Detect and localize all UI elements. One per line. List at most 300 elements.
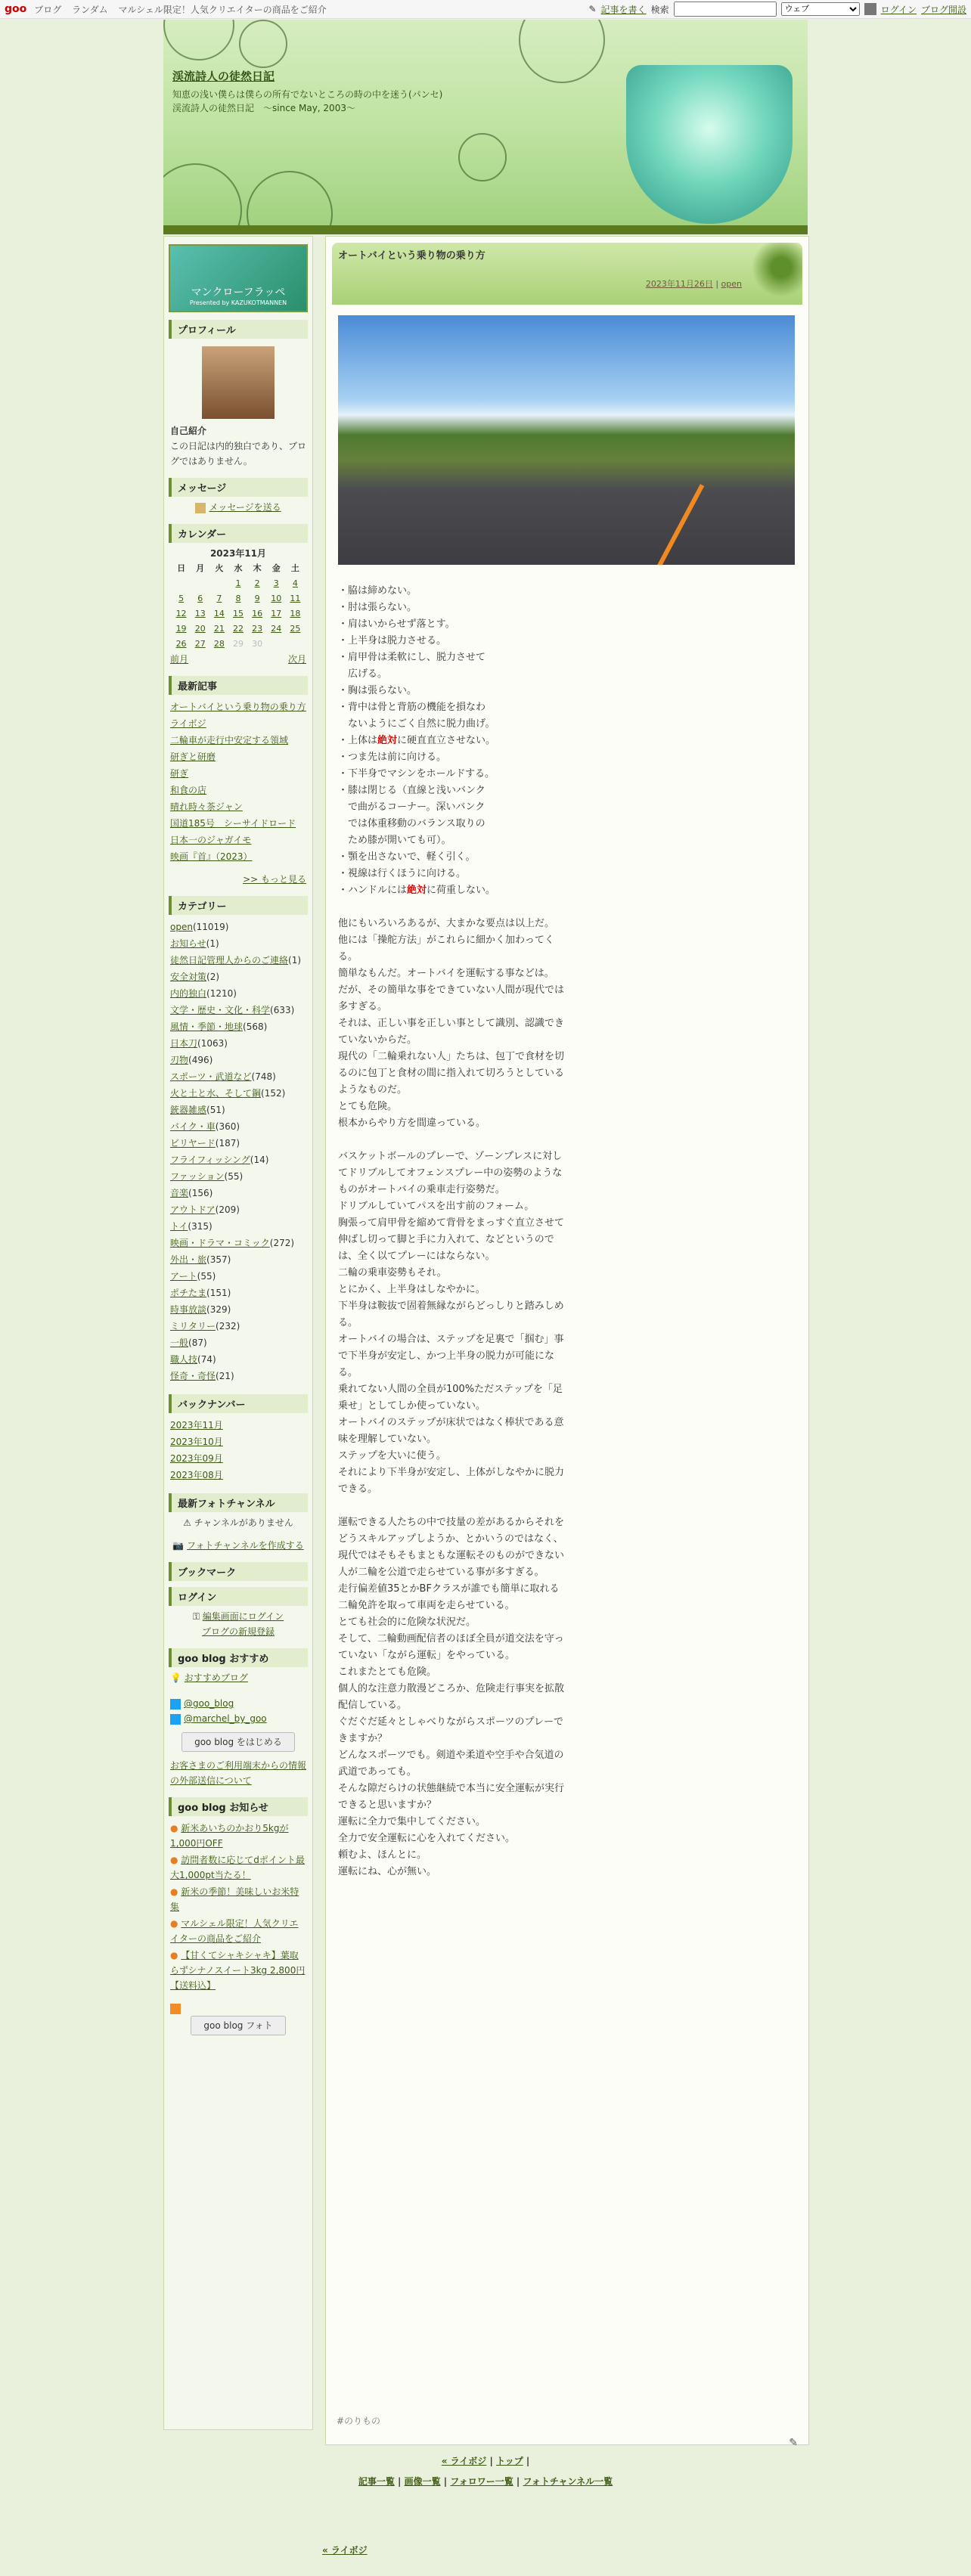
backnumber-link[interactable]: 2023年11月: [170, 1420, 223, 1431]
recent-item: [170, 766, 306, 781]
calendar-day[interactable]: [191, 637, 209, 652]
category-link[interactable]: 外出・旅: [170, 1254, 207, 1265]
recent-item: [170, 749, 306, 764]
category-link[interactable]: 時事放談: [170, 1304, 207, 1315]
news-bullet-icon: ●: [170, 1918, 181, 1929]
category-link[interactable]: 音楽: [170, 1188, 189, 1198]
category-link[interactable]: お知らせ: [170, 938, 206, 949]
calendar-day-link[interactable]: 5: [178, 594, 185, 603]
calendar-month: 2023年11月: [209, 548, 267, 559]
entry-category-link[interactable]: open: [721, 279, 742, 289]
category-count: (272): [269, 1238, 295, 1248]
calendar-week: [172, 576, 305, 591]
calendar-day-link[interactable]: 9: [254, 594, 260, 603]
calendar-weekday: 月: [196, 563, 205, 573]
recent-item-link[interactable]: 日本一のジャガイモ: [170, 835, 252, 845]
entry-bullet: [338, 649, 565, 683]
category-item: [170, 1119, 306, 1134]
profile-heading: プロフィール: [169, 320, 308, 339]
recent-more-link[interactable]: >> もっと見る: [243, 874, 306, 885]
category-item: [170, 1036, 306, 1051]
category-link[interactable]: 映画・ドラマ・コミック: [170, 1238, 270, 1248]
recent-section: [169, 676, 308, 890]
bullet-text: ・膝は閉じる（直線と浅いバンク で曲がるコーナー。深いバンク では体重移動のバランス取りの ため膝が開いても可）。: [338, 785, 486, 846]
recent-item-link[interactable]: 和食の店: [170, 785, 207, 795]
calendar-week: [172, 591, 305, 606]
calendar-weekday: 火: [215, 563, 224, 573]
blog-header: [163, 20, 808, 234]
category-link[interactable]: 刃物: [170, 1055, 189, 1065]
backnumber-link[interactable]: 2023年10月: [170, 1437, 223, 1447]
calendar-day: 29: [232, 639, 244, 649]
calendar-day[interactable]: [172, 591, 191, 606]
blog-title[interactable]: 渓流詩人の徒然日記: [172, 70, 275, 83]
category-count: (74): [197, 1354, 216, 1365]
calendar-day-link[interactable]: 14: [213, 609, 225, 618]
calendar-weekday: 木: [253, 563, 262, 573]
category-item: [170, 1019, 306, 1034]
news-bullet-icon: ●: [170, 1886, 181, 1897]
rss-icon[interactable]: [170, 2004, 181, 2014]
edit-pencil-icon[interactable]: ✎: [789, 2437, 798, 2449]
calendar-day-link[interactable]: 7: [216, 594, 222, 603]
photochannel-section: [169, 1493, 308, 1556]
calendar-day-link[interactable]: 27: [194, 639, 206, 649]
footer-articles-link[interactable]: 記事一覧: [358, 2476, 395, 2487]
bullet-text: ・背中は骨と背筋の機能を損なわ ないようにごく自然に脱力曲げ。: [338, 702, 495, 730]
calendar-day[interactable]: [191, 622, 209, 637]
category-item: [170, 1186, 306, 1201]
blog-description: 知恵の浅い僕らは僕らの所有でないところの時の中を迷う(パンセ) 渓流詩人の徒然日記 ～since May, 2003～: [172, 89, 452, 113]
calendar-day[interactable]: [286, 576, 305, 591]
news-item-link[interactable]: 新米の季節！美味しいお米特集: [170, 1886, 299, 1912]
category-item: [170, 1052, 306, 1068]
calendar-day-link[interactable]: 17: [271, 609, 282, 618]
calendar-day-link[interactable]: 20: [194, 624, 206, 634]
category-count: (21): [216, 1371, 234, 1381]
calendar-day[interactable]: [209, 591, 228, 606]
entry-photo[interactable]: [338, 315, 795, 565]
entry-title: オートバイという乗り物の乗り方: [338, 250, 486, 262]
calendar-day[interactable]: [286, 622, 305, 637]
calendar-day-link[interactable]: 21: [213, 624, 225, 634]
calendar-day[interactable]: [191, 606, 209, 622]
entry-meta: 2023年11月26日 | open: [645, 279, 742, 289]
calendar-weekday: 水: [234, 563, 243, 573]
calendar-day-link[interactable]: 16: [252, 609, 263, 618]
category-item: [170, 1252, 306, 1267]
bullet-text: ・ハンドルには: [338, 885, 408, 896]
news-section: [169, 1797, 308, 2038]
recent-item-link[interactable]: ライボジ: [170, 718, 206, 729]
leaf-ornament-icon: [749, 243, 802, 305]
category-item: [170, 1352, 306, 1367]
entry-bullet: [338, 749, 565, 766]
create-photochannel-link[interactable]: フォトチャンネルを作成する: [187, 1540, 304, 1551]
calendar-day-link[interactable]: 23: [252, 624, 263, 634]
backnumber-heading: バックナンバー: [169, 1394, 308, 1413]
goo-blog-photo-button[interactable]: goo blog フォト: [191, 2016, 285, 2035]
calendar-section: [169, 524, 308, 670]
emphasis-text: 絶対: [377, 735, 398, 746]
category-link[interactable]: 職人技: [170, 1354, 198, 1365]
entry-bullet: [338, 733, 565, 749]
calendar-week: [172, 606, 305, 622]
calendar-week: [172, 637, 305, 652]
nav-promo[interactable]: マルシェル限定！人気クリエイターの商品をご紹介: [118, 4, 327, 15]
recent-item: [170, 816, 306, 831]
category-item: [170, 986, 306, 1001]
recent-heading: 最新記事: [169, 676, 308, 695]
category-count: (87): [188, 1338, 207, 1348]
news-item: [170, 1916, 306, 1946]
news-bullet-icon: ●: [170, 1823, 181, 1834]
backnumber-link[interactable]: 2023年08月: [170, 1470, 223, 1480]
entry-bullet: [338, 633, 565, 649]
calendar-day-link[interactable]: 28: [213, 639, 225, 649]
start-blog-link[interactable]: ブログ開設: [920, 4, 966, 15]
footer: [163, 2447, 808, 2495]
category-link[interactable]: 文学・歴史・文化・科学: [170, 1005, 271, 1015]
login-section: [169, 1587, 308, 1642]
category-item: [170, 1335, 306, 1350]
category-count: (748): [251, 1071, 276, 1082]
category-item: [170, 1219, 306, 1234]
category-item: [170, 1269, 306, 1284]
category-link[interactable]: 銃器雑感: [170, 1105, 207, 1115]
category-count: (633): [270, 1005, 295, 1015]
message-heading: メッセージ: [169, 478, 308, 497]
message-section: [169, 478, 308, 518]
category-count: (232): [216, 1321, 240, 1331]
self-intro-title: 自己紹介: [170, 426, 207, 436]
lace-ornament-icon: [458, 133, 507, 181]
recommend-blog-link[interactable]: おすすめブログ: [184, 1672, 248, 1683]
entry-bullet: [338, 783, 565, 849]
category-link[interactable]: フライフィッシング: [170, 1155, 250, 1165]
category-link[interactable]: 安全対策: [170, 972, 207, 982]
main-content: [325, 236, 809, 2449]
news-heading: goo blog お知らせ: [169, 1797, 308, 1816]
bullet-text: ・胸は張らない。: [338, 685, 417, 696]
bullet-text: ・つま先は前に向ける。: [338, 752, 447, 763]
category-item: [170, 1069, 306, 1084]
bookmark-heading: ブックマーク: [169, 1562, 308, 1581]
calendar-day-link[interactable]: 26: [175, 639, 187, 649]
recent-item: [170, 832, 306, 848]
calendar-day-link[interactable]: 24: [271, 624, 282, 634]
category-item: [170, 1169, 306, 1184]
recent-item: [170, 849, 306, 864]
backnumber-item: [170, 1451, 306, 1466]
bullet-text: ・上体は: [338, 735, 378, 746]
login-heading: ログイン: [169, 1587, 308, 1606]
category-item: [170, 1152, 306, 1167]
calendar-day[interactable]: [172, 637, 191, 652]
category-item: [170, 1136, 306, 1151]
category-link[interactable]: 徒然日記管理人からのご連絡: [170, 955, 289, 966]
envelope-icon: [195, 503, 206, 513]
footer-links: 記事一覧 | 画像一覧 | フォロワー一覧 | フォトチャンネル一覧: [358, 2476, 613, 2487]
sidebar-logo[interactable]: [169, 244, 308, 312]
calendar-day-link[interactable]: 22: [232, 624, 244, 634]
category-link[interactable]: ポチたま: [170, 1288, 207, 1298]
road-centerline: [551, 484, 704, 565]
backnumber-link[interactable]: 2023年09月: [170, 1453, 223, 1464]
entry-paragraph: 他にもいろいろあるが、大まかな要点は以上だ。 他には「操舵方法」がこれらに細かく加わってくる。 簡単なもんだ。オートバイを運転する事などは。 だが、その簡単な事をできていない人間が現代では多すぎる。 それは、正しい事を正しい事として識別、認識できていないからだ。 現代の「二輪乗れない人」たちは、包丁で食材を切るのに包丁と食材の間に指入れて切ろうとしているようなものだ。 とても危険。 根本からやり方を間違っている。: [338, 918, 565, 1129]
calendar-day[interactable]: [267, 576, 286, 591]
recent-item-link[interactable]: 研ぎ: [170, 768, 189, 779]
category-link[interactable]: ビリヤード: [170, 1138, 216, 1149]
category-link[interactable]: 風情・季節・地球: [170, 1021, 244, 1032]
category-item: [170, 1202, 306, 1217]
search-icon[interactable]: [864, 3, 876, 15]
edit-login-link[interactable]: 編集画面にログイン: [202, 1611, 284, 1622]
sidebar: [163, 236, 313, 2430]
bookmark-section: [169, 1562, 308, 1581]
calendar-day[interactable]: [267, 591, 286, 606]
calendar-weekday: 日: [177, 563, 186, 573]
calendar-day[interactable]: [191, 591, 209, 606]
entry-bullet: [338, 616, 565, 633]
backnumber-item: [170, 1434, 306, 1449]
category-count: (51): [206, 1105, 225, 1115]
category-link[interactable]: アート: [170, 1271, 197, 1282]
calendar-day-link[interactable]: 19: [175, 624, 187, 634]
category-count: (329): [206, 1304, 231, 1315]
calendar-day[interactable]: [209, 637, 228, 652]
category-count: (357): [206, 1254, 231, 1265]
category-item: [170, 1102, 306, 1118]
header-band: [163, 225, 808, 234]
footer-photochannel-link[interactable]: フォトチャンネル一覧: [523, 2476, 613, 2487]
calendar-next-link[interactable]: 次月: [287, 654, 306, 665]
nav-random[interactable]: ランダム: [72, 4, 108, 15]
category-count: (568): [243, 1021, 268, 1032]
emphasis-text: 絶対: [407, 885, 427, 896]
calendar-weekday: 金: [271, 563, 281, 573]
bullet-text: ・上半身は脱力させる。: [338, 635, 447, 646]
sidebar-logo-text: マンクローフラッペ: [191, 287, 286, 299]
avatar: [202, 346, 275, 419]
category-count: (187): [215, 1138, 240, 1149]
category-item: [170, 953, 306, 968]
twitter-link-goo-blog[interactable]: @goo_blog: [184, 1698, 234, 1709]
entry-bullet: [338, 600, 565, 616]
recent-item-link[interactable]: 研ぎと研磨: [170, 752, 216, 762]
calendar-day[interactable]: [172, 606, 191, 622]
bullet-text: ・顎を出さないで、軽く引く。: [338, 851, 476, 863]
news-item: [170, 1948, 306, 1993]
calendar-day-link[interactable]: 15: [232, 609, 244, 618]
category-count: (156): [188, 1188, 213, 1198]
calendar-day[interactable]: [248, 622, 267, 637]
category-link[interactable]: アウトドア: [170, 1204, 216, 1215]
register-blog-link[interactable]: ブログの新規登録: [201, 1626, 275, 1637]
news-item-link[interactable]: 新米あいちのかおり5kgが1,000円OFF: [170, 1823, 289, 1849]
calendar-day[interactable]: [286, 591, 305, 606]
calendar-week: [172, 622, 305, 637]
recent-item-link[interactable]: 晴れ時々茶ジャン: [170, 801, 243, 812]
category-link[interactable]: ミリタリー: [170, 1321, 216, 1331]
start-goo-blog-button[interactable]: goo blog をはじめる: [181, 1732, 295, 1752]
category-item: [170, 919, 306, 935]
bullet-text: ・肩はいからせず落とす。: [338, 618, 455, 630]
recent-item: [170, 699, 306, 715]
category-link[interactable]: open: [170, 922, 193, 932]
category-link[interactable]: 火と土と水、そして鋼: [170, 1088, 262, 1099]
calendar-day-link[interactable]: 1: [235, 578, 241, 588]
entry-bullet: [338, 882, 565, 899]
calendar-day-link[interactable]: 11: [290, 594, 301, 603]
calendar-day-link[interactable]: 3: [273, 578, 279, 588]
entry-tag[interactable]: #のりもの: [337, 2416, 381, 2426]
category-link[interactable]: 内的独白: [170, 988, 207, 999]
calendar-day: [286, 637, 305, 652]
pager: « ライボジ | トップ |: [441, 2456, 530, 2466]
category-count: (152): [261, 1088, 286, 1099]
recent-item-link[interactable]: 二輪車が走行中安定する領域: [170, 735, 289, 746]
nav-blog[interactable]: ブログ: [34, 4, 62, 15]
category-count: (55): [224, 1171, 244, 1182]
news-item: [170, 1884, 306, 1914]
twitter-link-marchel[interactable]: @marchel_by_goo: [184, 1713, 267, 1724]
entry-bullet: [338, 699, 565, 733]
category-link[interactable]: スポーツ・武道など: [170, 1071, 252, 1082]
bullet-text: ・脇は締めない。: [338, 585, 417, 597]
calendar-day[interactable]: [209, 606, 228, 622]
login-link[interactable]: ログイン: [880, 4, 917, 15]
footer-images-link[interactable]: 画像一覧: [404, 2476, 441, 2487]
lace-ornament-icon: [163, 20, 234, 60]
calendar-table: [172, 561, 305, 652]
bullet-text: ・下半身でマシンをホールドする。: [338, 768, 495, 780]
backnumber-item: [170, 1468, 306, 1483]
sidebar-logo-sub: Presented by KAZUKOTMANNEN: [189, 299, 287, 306]
category-link[interactable]: トイ: [170, 1221, 188, 1232]
top-bar: [0, 0, 971, 19]
calendar-day[interactable]: [248, 591, 267, 606]
calendar-day-link[interactable]: 8: [235, 594, 241, 603]
recent-item: [170, 799, 306, 814]
no-channel-text: チャンネルがありません: [194, 1517, 293, 1528]
category-link[interactable]: 一般: [170, 1338, 189, 1348]
category-count: (2): [206, 972, 220, 982]
calendar-day-link[interactable]: 13: [194, 609, 206, 618]
bullet-text: に硬直直立させない。: [397, 735, 496, 746]
entry-bullet: [338, 766, 565, 783]
calendar-day-link[interactable]: 25: [290, 624, 301, 634]
category-link[interactable]: バイク・車: [170, 1121, 216, 1132]
category-item: [170, 1003, 306, 1018]
bottom-prev: [322, 2543, 368, 2556]
category-link[interactable]: 怪奇・奇怪: [170, 1371, 216, 1381]
recent-item-link[interactable]: オートバイという乗り物の乗り方: [170, 702, 306, 712]
calendar-day[interactable]: [209, 622, 228, 637]
search-label: 検索: [650, 4, 669, 15]
external-transmission-link[interactable]: お客さまのご利用端末からの情報の外部送信について: [170, 1760, 307, 1786]
category-count: (11019): [192, 922, 229, 932]
news-item-link[interactable]: マルシェル限定！人気クリエイターの商品をご紹介: [170, 1918, 299, 1944]
calendar-day[interactable]: [267, 606, 286, 622]
calendar-day-link[interactable]: 12: [175, 609, 187, 618]
recent-item-link[interactable]: 国道185号 シーサイドロード: [170, 818, 296, 829]
category-item: [170, 1086, 306, 1101]
entry-header: [332, 243, 802, 305]
profile-section: [169, 320, 308, 472]
calendar-day-link[interactable]: 4: [292, 578, 298, 588]
lace-ornament-icon: [163, 163, 242, 234]
key-icon: ⚿: [192, 1611, 200, 1622]
send-message-link[interactable]: メッセージを送る: [209, 502, 281, 513]
twitter-icon: [170, 1699, 181, 1710]
calendar-day[interactable]: [228, 606, 247, 622]
category-count: (151): [206, 1288, 231, 1298]
news-item-link[interactable]: 訪問者数に応じてdポイント最大1,000pt当たる！: [170, 1855, 305, 1880]
calendar-day-link[interactable]: 2: [254, 578, 260, 588]
calendar-day: [172, 576, 191, 591]
news-item-link[interactable]: 【甘くてシャキシャキ】葉取らずシナノスイート3kg 2,800円【送料込】: [170, 1950, 306, 1991]
top-nav: [34, 3, 333, 16]
calendar-prev-link[interactable]: 前月: [170, 654, 189, 665]
recent-item-link[interactable]: 映画『首』（2023）: [170, 851, 253, 862]
self-intro-text: この日記は内的独白であり、ブログではありません。: [170, 441, 307, 467]
lace-ornament-icon: [239, 20, 287, 68]
calendar-day[interactable]: [248, 606, 267, 622]
search-input[interactable]: [674, 2, 777, 17]
entry-paragraph: 運転できる人たちの中で技量の差があるからそれをどうスキルアップしようか、とかいうのではなく、現代ではそもそもまともな運転そのものができない人が二輪を公道で走らせている事が多すぎる。 走行偏差値35とかBFクラスが誰でも簡単に取れる二輪免許を取って車両を走らせている。 とても社会的に危険な状況だ。 そして、二輪動画配信者のほぼ全員が道交法を守っていない「ながら運転」をやっている。 これまたとても危険。 個人的な注意力散漫どころか、危険走行事実を拡散配信している。 ぐだぐだ延々としゃべりながらスポーツのプレーできますか？ どんなスポーツでも。剣道や柔道や空手や合気道の武道であっても。 そんな隙だらけの状態継続で本当に安全運転が実行できると思いますか？ 運転に全力で集中してください。 全力で安全運転に心を入れてください。 頼むよ、ほんとに。 運転にね、心が無い。: [338, 1517, 565, 1877]
recommend-section: [169, 1648, 308, 1791]
category-count: (1210): [206, 988, 237, 999]
category-item: [170, 1302, 306, 1317]
bullet-text: ・肘は張らない。: [338, 602, 417, 613]
backnumber-item: [170, 1418, 306, 1433]
entry-bullet: [338, 683, 565, 699]
footer-followers-link[interactable]: フォロワー一覧: [450, 2476, 513, 2487]
calendar-day[interactable]: [286, 606, 305, 622]
pager-top-link[interactable]: トップ: [496, 2456, 523, 2466]
calendar-weekday: 土: [290, 563, 299, 573]
recent-item: [170, 716, 306, 731]
bottom-prev-link[interactable]: « ライボジ: [322, 2545, 368, 2556]
search-scope-select[interactable]: [781, 2, 860, 16]
category-item: [170, 1285, 306, 1300]
calendar-day[interactable]: [228, 622, 247, 637]
category-link[interactable]: 日本刀: [170, 1038, 198, 1049]
calendar-day-link[interactable]: 18: [290, 609, 301, 618]
news-item: [170, 1852, 306, 1883]
calendar-day-link[interactable]: 6: [197, 594, 203, 603]
calendar-day[interactable]: [172, 622, 191, 637]
entry-date-link[interactable]: 2023年11月26日: [645, 279, 713, 289]
calendar-day[interactable]: [267, 622, 286, 637]
news-bullet-icon: ●: [170, 1855, 181, 1865]
news-bullet-icon: ●: [170, 1950, 181, 1961]
calendar-day: [209, 576, 228, 591]
calendar-day-link[interactable]: 10: [271, 594, 282, 603]
category-count: (496): [188, 1055, 213, 1065]
bullet-text: ・肩甲骨は柔軟にし、脱力させて 広げる。: [338, 652, 486, 680]
pager-prev-link[interactable]: « ライボジ: [441, 2456, 487, 2466]
page-wrapper: [163, 20, 808, 234]
write-article-link[interactable]: 記事を書く: [600, 4, 647, 15]
category-link[interactable]: ファッション: [170, 1171, 225, 1182]
calendar-day[interactable]: [228, 576, 247, 591]
category-section: [169, 896, 308, 1388]
calendar-day[interactable]: [228, 591, 247, 606]
calendar-day[interactable]: [248, 576, 267, 591]
goo-logo[interactable]: goo: [5, 3, 27, 15]
